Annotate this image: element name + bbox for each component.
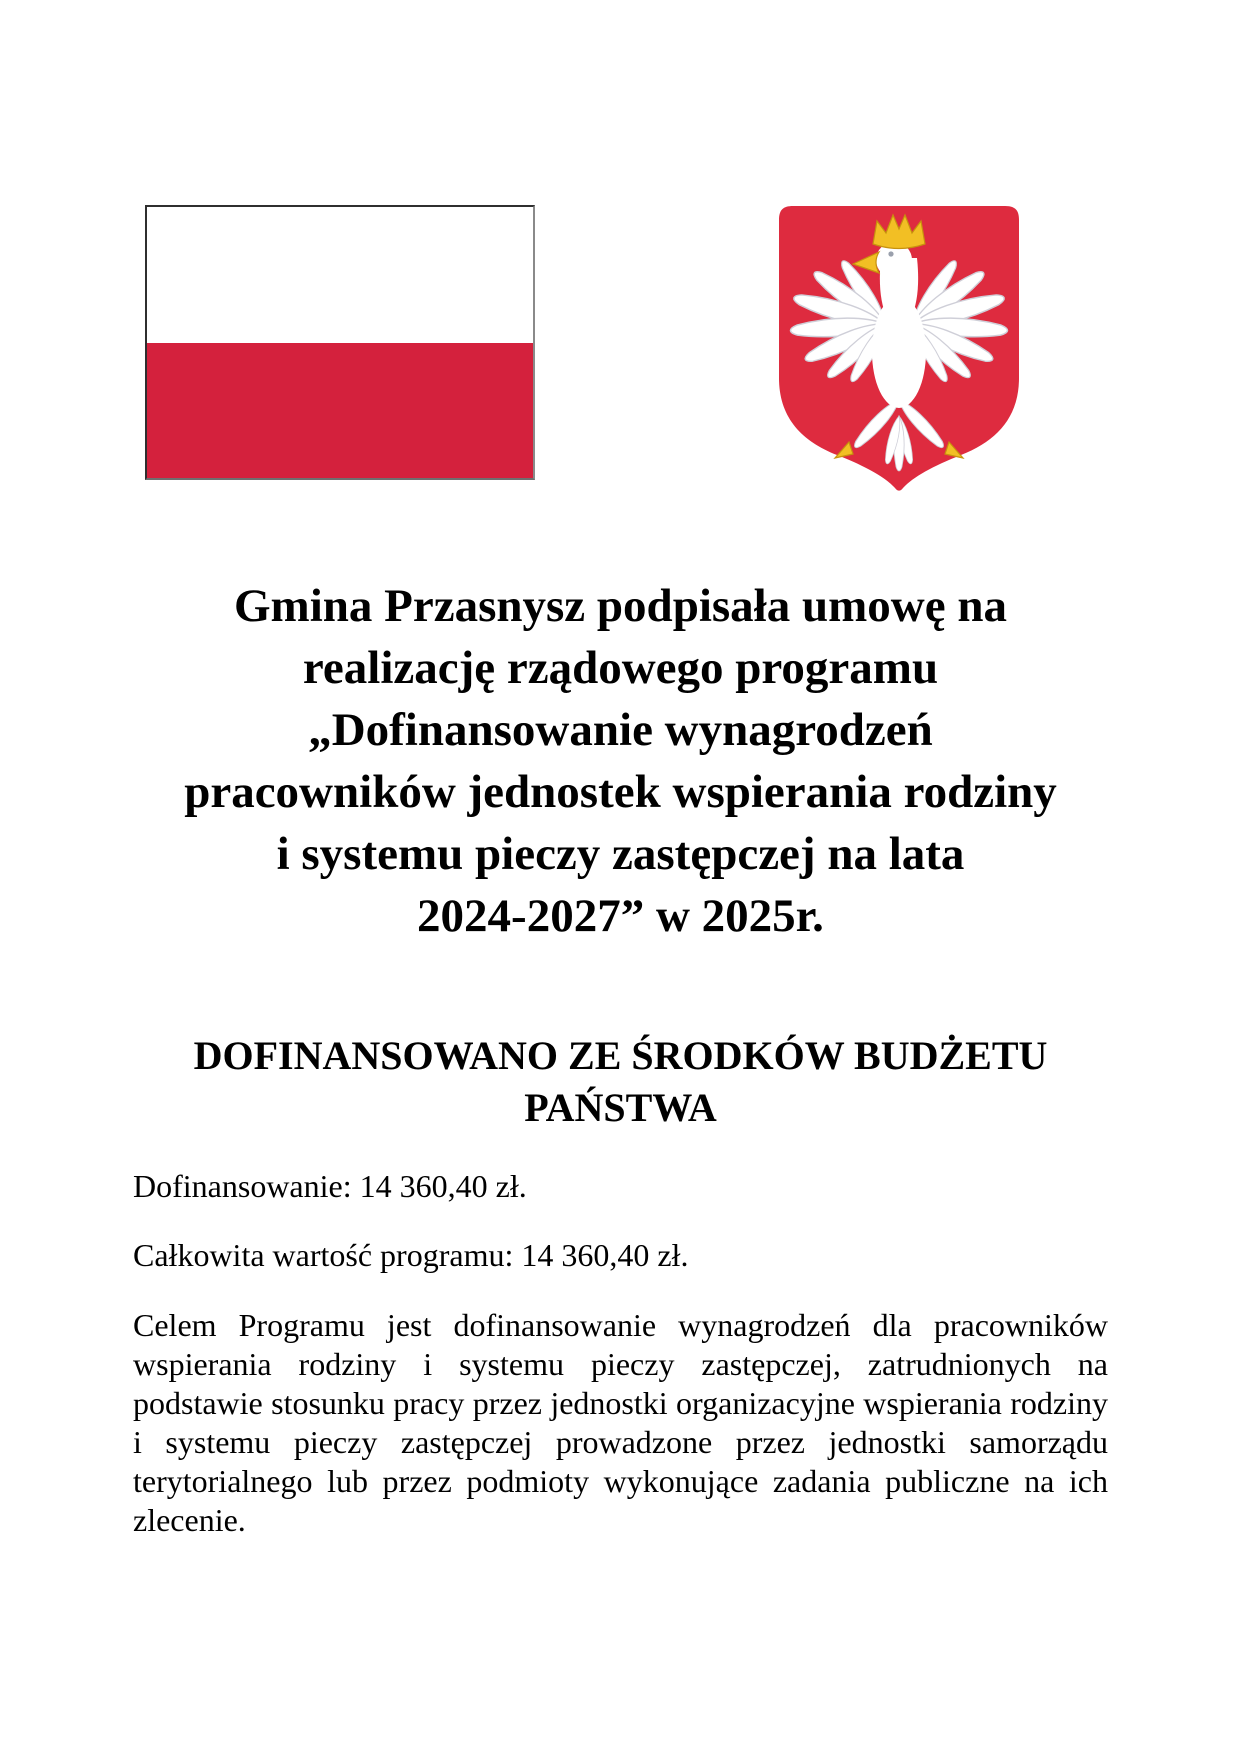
title-line: „Dofinansowanie wynagrodzeń xyxy=(308,704,933,756)
title-line: Gmina Przasnysz podpisała umowę na xyxy=(234,580,1007,632)
page-title xyxy=(133,575,1108,947)
flag-white-stripe xyxy=(147,207,533,343)
title-line: i systemu pieczy zastępczej na lata xyxy=(276,828,965,880)
title-line: pracowników jednostek wspierania rodziny xyxy=(184,766,1057,818)
total-value-line: Całkowita wartość programu: 14 360,40 zł. xyxy=(133,1237,689,1273)
funding-source-heading xyxy=(133,1030,1108,1134)
funding-amount-line: Dofinansowanie: 14 360,40 zł. xyxy=(133,1168,527,1204)
poland-flag-icon xyxy=(145,205,535,480)
poland-coat-of-arms-icon xyxy=(775,202,1023,497)
subtitle-line: PAŃSTWA xyxy=(524,1085,717,1130)
eagle-eye xyxy=(888,251,893,256)
title-line: realizację rządowego programu xyxy=(302,642,939,694)
program-description: Celem Programu jest dofinansowanie wynagrodzeń dla pracowników wspierania rodziny i systemu pieczy zastępczej, zatrudnionych na podstawie stosunku pracy przez jednostki organizacyjne wspierania rodziny i systemu pieczy zastępczej prowadzone przez jednostki samorządu terytorialnego lub przez podmioty wykonujące zadania publiczne na ich zlecenie. xyxy=(133,1307,1108,1538)
subtitle-line: DOFINANSOWANO ZE ŚRODKÓW BUDŻETU xyxy=(193,1033,1048,1078)
title-line: 2024-2027” w 2025r. xyxy=(417,890,824,942)
flag-red-stripe xyxy=(147,343,533,479)
